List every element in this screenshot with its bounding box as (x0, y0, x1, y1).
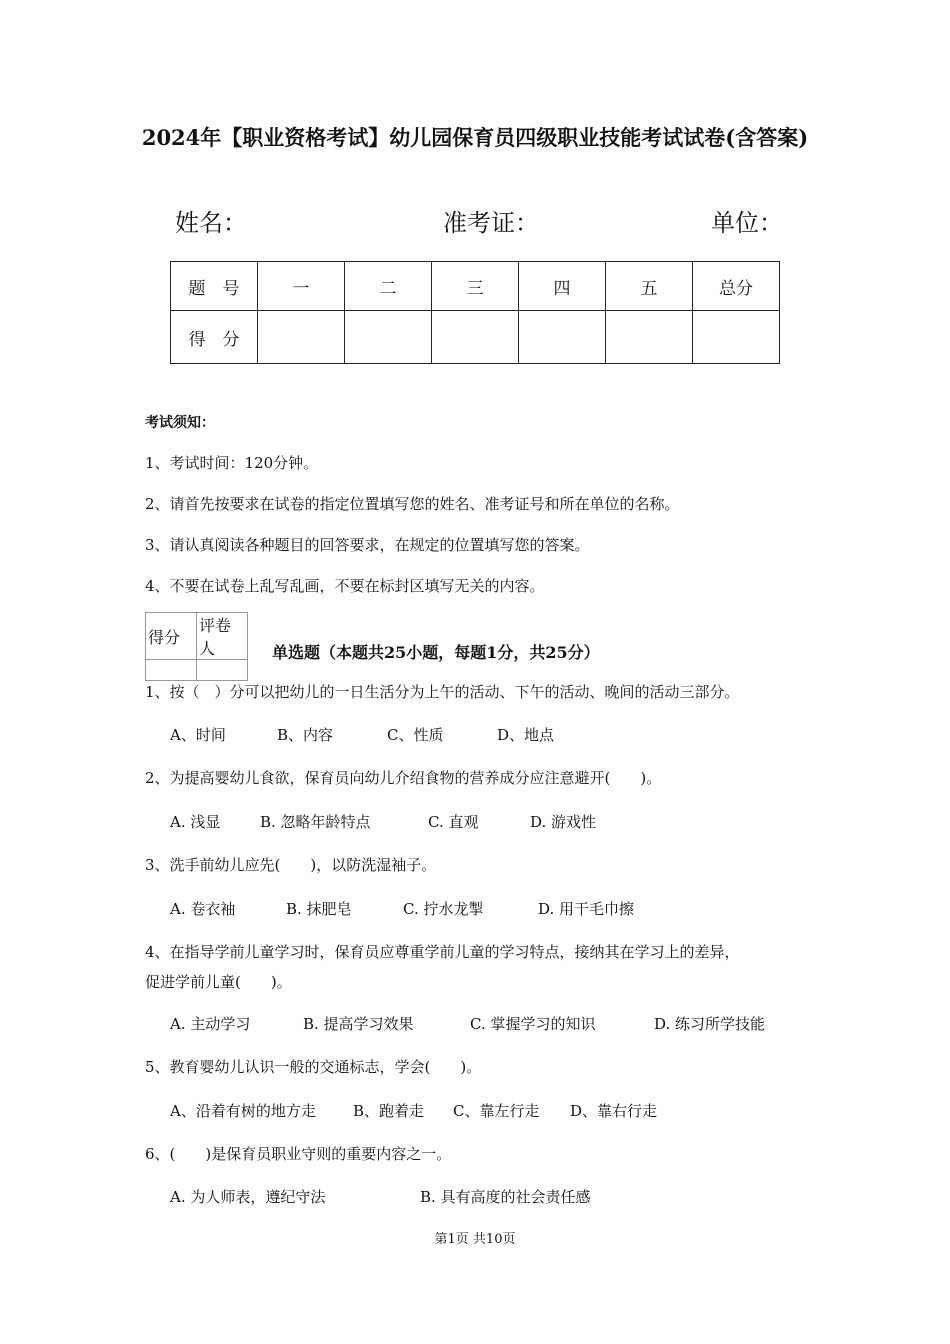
score-input-cell[interactable] (258, 311, 345, 364)
score-table-cell: 总分 (693, 262, 780, 311)
question-text: 5、教育婴幼儿认识一般的交通标志，学会( )。 (145, 1058, 482, 1076)
answer-option[interactable]: D、靠右行走 (570, 1102, 658, 1120)
question-text: 3、洗手前幼儿应先( )，以防洗湿袖子。 (145, 856, 437, 874)
answer-option[interactable]: D. 游戏性 (530, 813, 597, 831)
grader-score-label: 得分 (146, 613, 197, 660)
answer-option[interactable]: A. 为人师表，遵纪守法 (170, 1188, 326, 1206)
answer-option[interactable]: C. 拧水龙掣 (403, 900, 484, 918)
score-input-cell[interactable] (345, 311, 432, 364)
grader-score-cell[interactable] (146, 660, 197, 681)
score-table-cell: 一 (258, 262, 345, 311)
question-text: 4、在指导学前儿童学习时，保育员应尊重学前儿童的学习特点，接纳其在学习上的差异， (145, 943, 740, 961)
unit-label: 单位： (711, 209, 783, 237)
score-input-cell[interactable] (606, 311, 693, 364)
answer-option[interactable]: A. 主动学习 (170, 1015, 251, 1033)
score-table-cell: 得 分 (171, 311, 258, 364)
answer-option[interactable]: A、时间 (170, 726, 226, 744)
answer-option[interactable]: B. 提高学习效果 (303, 1015, 414, 1033)
answer-option[interactable]: B. 具有高度的社会责任感 (420, 1188, 591, 1206)
exam-id-label: 准考证： (443, 209, 539, 237)
score-table-cell: 题 号 (171, 262, 258, 311)
answer-option[interactable]: A、沿着有树的地方走 (170, 1102, 316, 1120)
name-label: 姓名： (175, 209, 247, 237)
notice-item: 2、请首先按要求在试卷的指定位置填写您的姓名、准考证号和所在单位的名称。 (145, 495, 680, 513)
answer-option[interactable]: A. 浅显 (170, 813, 221, 831)
answer-option[interactable]: C、性质 (387, 726, 444, 744)
score-table-cell: 四 (519, 262, 606, 311)
score-table-score-row (171, 311, 780, 364)
grader-name-cell[interactable] (197, 660, 248, 681)
question-text: 1、按（ ）分可以把幼儿的一日生活分为上午的活动、下午的活动、晚间的活动三部分。 (145, 683, 740, 701)
score-input-cell[interactable] (693, 311, 780, 364)
notice-title: 考试须知： (145, 415, 215, 431)
answer-option[interactable]: A. 卷衣袖 (170, 900, 236, 918)
grader-box (145, 612, 248, 681)
score-table-cell: 五 (606, 262, 693, 311)
score-table-header-row (171, 262, 780, 311)
answer-option[interactable]: D、地点 (497, 726, 555, 744)
score-input-cell[interactable] (519, 311, 606, 364)
answer-option[interactable]: D. 练习所学技能 (654, 1015, 766, 1033)
answer-option[interactable]: C. 掌握学习的知识 (470, 1015, 596, 1033)
answer-option[interactable]: B. 抹肥皂 (286, 900, 352, 918)
page-footer: 第1页 共10页 (434, 1232, 516, 1247)
grader-name-label: 评卷人 (197, 613, 248, 660)
question-text: 2、为提高婴幼儿食欲，保育员向幼儿介绍食物的营养成分应注意避开( )。 (145, 769, 662, 787)
answer-option[interactable]: D. 用干毛巾擦 (538, 900, 635, 918)
section-title: 单选题（本题共25小题，每题1分，共25分） (272, 643, 600, 662)
document-title: 2024年【职业资格考试】幼儿园保育员四级职业技能考试试卷(含答案) (141, 125, 809, 150)
answer-option[interactable]: C. 直观 (428, 813, 479, 831)
notice-item: 1、考试时间：120分钟。 (145, 454, 319, 472)
score-table-cell: 三 (432, 262, 519, 311)
score-input-cell[interactable] (432, 311, 519, 364)
answer-option[interactable]: B、内容 (277, 726, 334, 744)
answer-option[interactable]: C、靠左行走 (453, 1102, 540, 1120)
question-text: 6、( )是保育员职业守则的重要内容之一。 (145, 1145, 452, 1163)
notice-item: 3、请认真阅读各种题目的回答要求，在规定的位置填写您的答案。 (145, 536, 590, 554)
score-table (170, 261, 780, 364)
answer-option[interactable]: B、跑着走 (353, 1102, 425, 1120)
notice-item: 4、不要在试卷上乱写乱画，不要在标封区填写无关的内容。 (145, 577, 545, 595)
answer-option[interactable]: B. 忽略年龄特点 (260, 813, 371, 831)
question-text-continued: 促进学前儿童( )。 (145, 973, 292, 991)
score-table-cell: 二 (345, 262, 432, 311)
